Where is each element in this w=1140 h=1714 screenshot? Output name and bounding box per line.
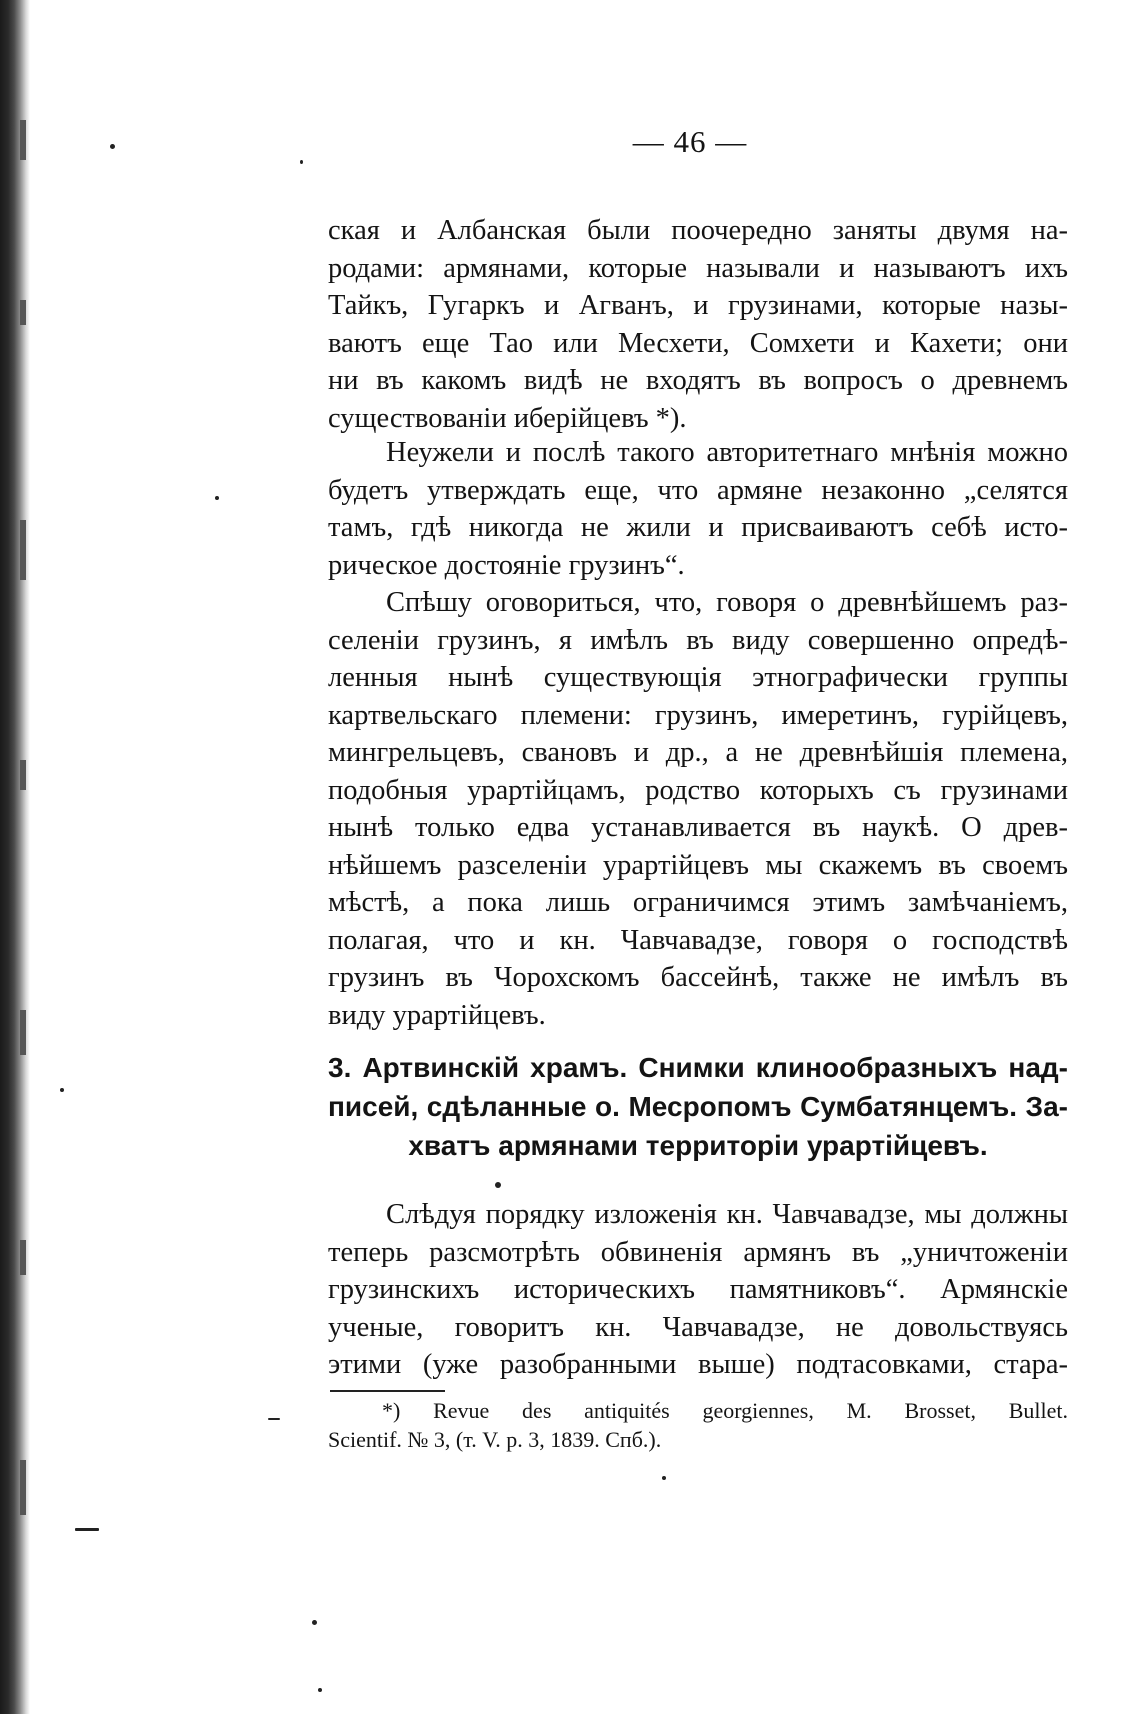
text-line: грузинскихъ историческихъ памятниковъ“. Армянскіе (328, 1274, 1068, 1305)
footnote-line: *) Revue des antiquités georgiennes, M. Brosset, Bullet. (382, 1398, 1068, 1423)
text-line: ученые, говоритъ кн. Чавчавадзе, не довольствуясь (328, 1311, 1068, 1343)
text-line: рическое достояніе грузинъ“. (328, 549, 685, 581)
scan-speck (318, 1688, 322, 1692)
text-line: Неужели и послѣ такого авторитетнаго мнѣнія можно (386, 437, 1068, 468)
text-line: мингрельцевъ, свановъ и др., а не древнѣйшія племена, (328, 737, 1068, 768)
scan-speck (312, 1620, 317, 1625)
heading-line: 3. Артвинскій храмъ. Снимки клинообразныхъ над- (328, 1052, 1068, 1083)
text-line: Слѣдуя порядку изложенія кн. Чавчавадзе, мы должны (386, 1199, 1068, 1230)
scan-speck (495, 1182, 501, 1188)
scan-speck (268, 1418, 280, 1420)
scan-speck (110, 144, 115, 149)
text-line: ленныя нынѣ существующія этнографически группы (328, 662, 1068, 693)
text-line: нынѣ только едва устанавливается въ наукѣ. О древ- (328, 812, 1068, 843)
text-line: картвельскаго племени: грузинъ, имеретинъ, гурійцевъ, (328, 699, 1068, 731)
scan-streak (20, 1240, 26, 1275)
text-line: Тайкъ, Гугаркъ и Агванъ, и грузинами, которые назы- (328, 290, 1068, 321)
text-line: подобныя урартійцамъ, родство которыхъ съ грузинами (328, 774, 1068, 806)
text-line: ваютъ еще Тао или Месхети, Сомхети и Кахети; они (328, 327, 1068, 359)
section-heading (328, 1048, 1068, 1165)
paragraph (328, 434, 1068, 584)
scan-speck (75, 1528, 99, 1531)
text-line: виду урартійцевъ. (328, 999, 546, 1031)
text-line: существованіи иберійцевъ *). (328, 402, 687, 434)
footnote-line: Scientif. № 3, (т. V. p. 3, 1839. Спб.). (328, 1427, 662, 1452)
text-line: родами: армянами, которые называли и называютъ ихъ (328, 252, 1068, 284)
text-line: грузинъ въ Чорохскомъ бассейнѣ, также не имѣлъ въ (328, 962, 1068, 993)
text-line: полагая, что и кн. Чавчавадзе, говоря о господствѣ (328, 924, 1068, 956)
scan-streak (20, 760, 26, 790)
text-line: мѣстѣ, а пока лишь ограничимся этимъ замѣчаніемъ, (328, 887, 1068, 918)
text-line: будетъ утверждать еще, что армяне незаконно „селятся (328, 474, 1068, 506)
footnote (328, 1396, 1068, 1454)
heading-line: писей, сдѣланные о. Месропомъ Сумбатянцемъ. За- (328, 1091, 1068, 1122)
scan-speck (300, 160, 303, 164)
binding-shadow (0, 0, 30, 1714)
scan-streak (20, 520, 26, 580)
text-line: тамъ, гдѣ никогда не жили и присваиваютъ себѣ исто- (328, 512, 1068, 543)
text-line: теперь разсмотрѣть обвиненія армянъ въ „уничтоженіи (328, 1236, 1068, 1268)
scan-speck (60, 1088, 64, 1092)
text-line: селеніи грузинъ, я имѣлъ въ виду совершенно опредѣ- (328, 624, 1068, 656)
scan-streak (20, 300, 26, 325)
heading-line: хватъ армянами территоріи урартійцевъ. (408, 1130, 988, 1161)
text-line: Спѣшу оговориться, что, говоря о древнѣйшемъ раз- (386, 587, 1068, 618)
paragraph (328, 584, 1068, 1034)
scan-streak (20, 120, 26, 160)
footnote-divider (330, 1390, 445, 1392)
text-line: нѣйшемъ разселеніи урартійцевъ мы скажемъ въ своемъ (328, 849, 1068, 881)
scan-streak (20, 1460, 26, 1515)
text-line: ская и Албанская были поочередно заняты двумя на- (328, 215, 1068, 246)
text-line: этими (уже разобранными выше) подтасовками, стара- (328, 1349, 1068, 1380)
paragraph-continuation (328, 212, 1068, 437)
scan-speck (215, 496, 219, 500)
paragraph (328, 1196, 1068, 1384)
text-line: ни въ какомъ видѣ не входятъ въ вопросъ о древнемъ (328, 365, 1068, 396)
page-number: — 46 — (632, 124, 748, 159)
scan-streak (20, 1010, 26, 1055)
scan-speck (662, 1476, 666, 1480)
